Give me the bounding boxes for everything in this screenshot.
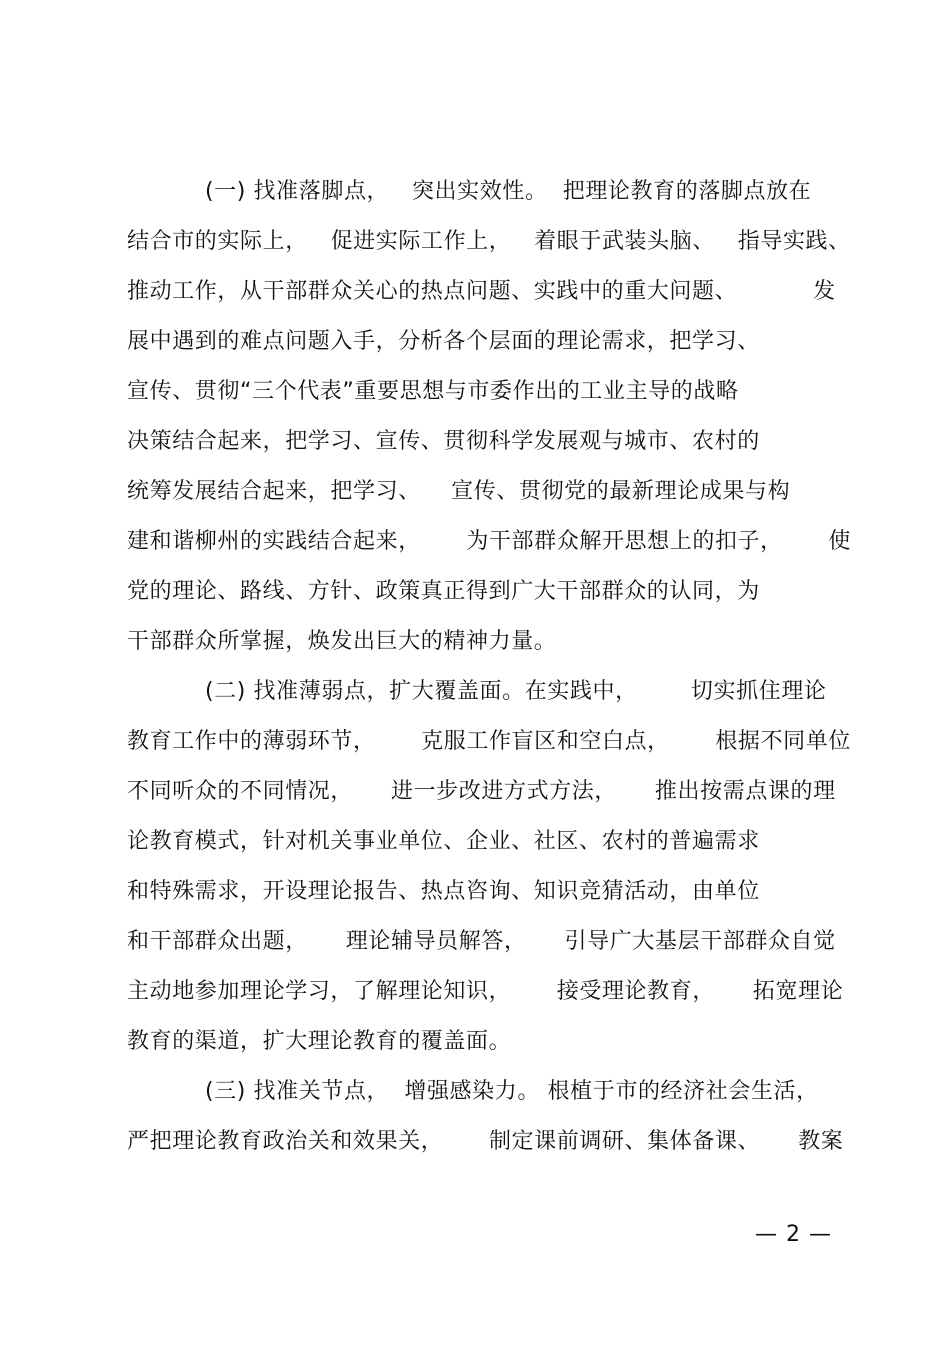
paragraph-2-line-5: 和特殊需求，开设理论报告、热点咨询、知识竞猜活动，由单位 [127,879,760,904]
paragraph-2-line-7: 主动地参加理论学习，了解理论知识， 接受理论教育， 拓宽理论 [127,979,844,1004]
paragraph-3-line-2: 严把理论教育政治关和效果关， 制定课前调研、集体备课、 教案 [127,1129,844,1154]
paragraph-2-line-6: 和干部群众出题， 理论辅导员解答， 引导广大基层干部群众自觉 [127,929,836,954]
paragraph-1-line-8: 建和谐柳州的实践结合起来， 为干部群众解开思想上的扣子， 使 [127,529,851,554]
paragraph-2-line-1: (二) 找准薄弱点，扩大覆盖面。在实践中， 切实抓住理论 [205,679,827,704]
paragraph-2-line-4: 论教育模式，针对机关事业单位、企业、社区、农村的普遍需求 [127,829,760,854]
paragraph-1-line-3: 推动工作，从干部群众关心的热点问题、实践中的重大问题、 发 [127,279,836,304]
page-number: — 2 — [755,1222,832,1247]
paragraph-3-line-1: (三) 找准关节点， 增强感染力。 根植于市的经济社会生活， [205,1079,819,1104]
paragraph-1-line-1: (一) 找准落脚点， 突出实效性。 把理论教育的落脚点放在 [205,179,812,204]
paragraph-1-line-2: 结合市的实际上， 促进实际工作上， 着眼于武装头脑、 指导实践、 [127,229,851,254]
paragraph-1-line-5: 宣传、贯彻“三个代表”重要思想与市委作出的工业主导的战略 [127,379,739,404]
paragraph-1-line-9: 党的理论、路线、方针、政策真正得到广大干部群众的认同，为 [127,579,760,604]
paragraph-1-line-10: 干部群众所掌握，焕发出巨大的精神力量。 [127,629,557,654]
paragraph-2-line-2: 教育工作中的薄弱环节， 克服工作盲区和空白点， 根据不同单位 [127,729,851,754]
paragraph-1-line-4: 展中遇到的难点问题入手，分析各个层面的理论需求，把学习、 [127,329,760,354]
paragraph-2-line-8: 教育的渠道，扩大理论教育的覆盖面。 [127,1029,512,1054]
paragraph-2-line-3: 不同听众的不同情况， 进一步改进方式方法， 推出按需点课的理 [127,779,836,804]
paragraph-1-line-6: 决策结合起来，把学习、宣传、贯彻科学发展观与城市、农村的 [127,429,760,454]
paragraph-1-line-7: 统筹发展结合起来，把学习、 宣传、贯彻党的最新理论成果与构 [127,479,791,504]
